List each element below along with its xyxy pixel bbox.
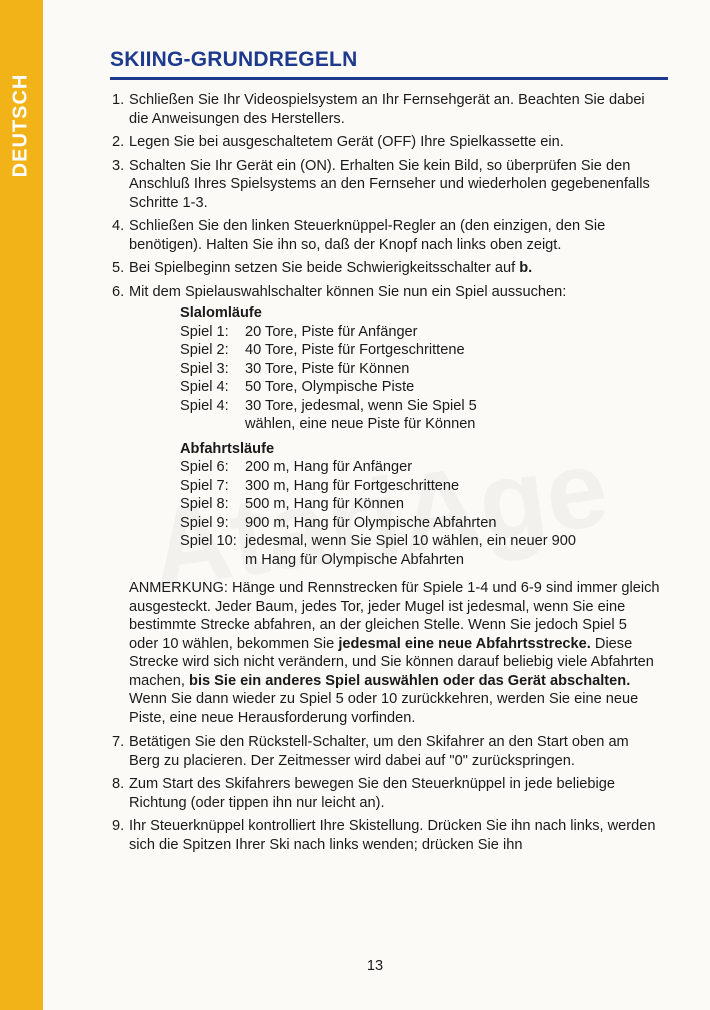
item-text: Mit dem Spielauswahlschalter können Sie nun ein Spiel aussuchen: xyxy=(129,283,567,300)
item-number: 4. xyxy=(112,218,125,234)
list-item xyxy=(112,817,660,854)
list-item xyxy=(112,133,660,152)
language-sidebar xyxy=(0,0,43,1010)
list-item xyxy=(112,733,660,770)
page-number: 13 xyxy=(366,958,384,974)
item-text: Schließen Sie Ihr Videospielsystem an Ihr Fernsehgerät an. Beachten Sie dabei die Anweisungen des Herstellers. xyxy=(129,92,645,127)
language-label: DEUTSCH xyxy=(9,73,32,177)
game-desc: 40 Tore, Piste für Fortgeschrittene xyxy=(245,342,465,358)
game-label: Spiel 8: xyxy=(180,496,229,512)
item-number: 5. xyxy=(112,260,125,276)
page-title: SKIING-GRUNDREGELN xyxy=(110,48,358,71)
note-emphasis: jedesmal eine neue Abfahrtsstrecke. xyxy=(338,635,591,652)
item-number: 8. xyxy=(112,776,125,792)
game-label: Spiel 4: xyxy=(180,397,229,414)
game-desc: jedesmal, wenn Sie Spiel 10 wählen, ein neuer 900 m Hang für Olympische Abfahrten xyxy=(245,533,577,568)
game-desc: 20 Tore, Piste für Anfänger xyxy=(245,323,418,340)
item-number: 1. xyxy=(112,92,125,108)
list-item xyxy=(112,157,660,213)
item-number: 3. xyxy=(112,157,125,174)
item-text xyxy=(129,259,660,278)
note-text: ANMERKUNG: Hänge und Rennstrecken für Spiele 1-4 und 6-9 sind immer gleich ausgesteckt. Jeder Baum, jedes Tor, jeder Mugel ist jedesmal, wenn Sie eine bestimmte Strecke abfahren, an der gleichen Stelle. Wenn Sie jedoch Spiel 5 oder 10 wählen, bekommen Sie xyxy=(129,580,660,652)
item-number: 9. xyxy=(112,818,125,834)
note-text: Wenn Sie dann wieder zu Spiel 5 oder 10 zurückkehren, werden Sie eine neue Piste, eine neue Herausforderung vorfinden. xyxy=(129,691,639,726)
game-label: Spiel 3: xyxy=(180,360,229,377)
game-desc: 200 m, Hang für Anfänger xyxy=(245,459,413,475)
instructions-body xyxy=(112,91,660,859)
item-text: Betätigen Sie den Rückstell-Schalter, um den Skifahrer an den Start oben am Berg zu placieren. Der Zeitmesser wird dabei auf "0" zurückspringen. xyxy=(129,734,629,769)
item-text: Schalten Sie Ihr Gerät ein (ON). Erhalten Sie kein Bild, so überprüfen Sie den Anschluß Ihres Spielsystems an den Fernseher und wiederholen gegebenenfalls Schritte 1-3. xyxy=(129,157,650,211)
game-label: Spiel 1: xyxy=(180,323,229,340)
item-number: 2. xyxy=(112,134,125,150)
game-row xyxy=(180,323,660,342)
game-label: Spiel 6: xyxy=(180,459,229,475)
item-text-bold: b. xyxy=(519,260,533,276)
game-row xyxy=(180,397,510,434)
game-row xyxy=(180,378,660,397)
game-label: Spiel 9: xyxy=(180,514,229,531)
game-desc: 30 Tore, jedesmal, wenn Sie Spiel 5 wählen, eine neue Piste für Können xyxy=(245,397,477,432)
game-row xyxy=(180,514,660,533)
game-row xyxy=(180,532,580,569)
title-underline xyxy=(110,77,668,80)
note-emphasis: bis Sie ein anderes Spiel auswählen oder das Gerät abschalten. xyxy=(189,672,631,689)
item-text-plain: Bei Spielbeginn setzen Sie beide Schwierigkeitsschalter auf xyxy=(129,260,520,276)
game-row xyxy=(180,477,660,496)
game-desc: 900 m, Hang für Olympische Abfahrten xyxy=(245,514,497,531)
list-item xyxy=(112,775,660,812)
list-item xyxy=(112,217,660,254)
list-item xyxy=(112,259,660,278)
game-row xyxy=(180,458,660,477)
note-text: Diese Strecke wird sich nicht verändern, und Sie können darauf beliebig viele Abfahrten machen, xyxy=(129,635,654,689)
game-desc: 300 m, Hang für Fortgeschrittene xyxy=(245,477,460,494)
item-text: Ihr Steuerknüppel kontrolliert Ihre Skistellung. Drücken Sie ihn nach links, werden sich die Spitzen Ihrer Ski nach links wenden; drücken Sie ihn xyxy=(129,818,656,853)
game-desc: 50 Tore, Olympische Piste xyxy=(245,379,415,395)
item-number: 6. xyxy=(112,283,125,300)
game-row xyxy=(180,495,660,514)
item-text: Schließen Sie den linken Steuerknüppel-Regler an (den einzigen, den Sie benötigen). Halten Sie ihn so, daß der Knopf nach links oben zeigt. xyxy=(129,218,606,253)
list-item xyxy=(112,283,660,302)
game-desc: 30 Tore, Piste für Können xyxy=(245,360,410,377)
note-paragraph xyxy=(129,579,660,727)
section-heading-slalom: Slalomläufe xyxy=(180,305,262,321)
game-row xyxy=(180,360,660,379)
item-number: 7. xyxy=(112,734,125,750)
list-item xyxy=(112,91,660,128)
section-heading-downhill: Abfahrtsläufe xyxy=(180,440,275,457)
game-label: Spiel 2: xyxy=(180,342,229,358)
item-text: Legen Sie bei ausgeschaltetem Gerät (OFF) Ihre Spielkassette ein. xyxy=(129,134,564,150)
game-desc: 500 m, Hang für Können xyxy=(245,496,405,512)
item-text: Zum Start des Skifahrers bewegen Sie den Steuerknüppel in jede beliebige Richtung (oder tippen ihn nur leicht an). xyxy=(129,776,615,811)
game-label: Spiel 7: xyxy=(180,477,229,494)
slalom-section xyxy=(180,304,660,569)
game-label: Spiel 4: xyxy=(180,379,229,395)
language-label-box xyxy=(2,70,40,180)
game-label: Spiel 10: xyxy=(180,533,237,549)
game-row xyxy=(180,341,660,360)
